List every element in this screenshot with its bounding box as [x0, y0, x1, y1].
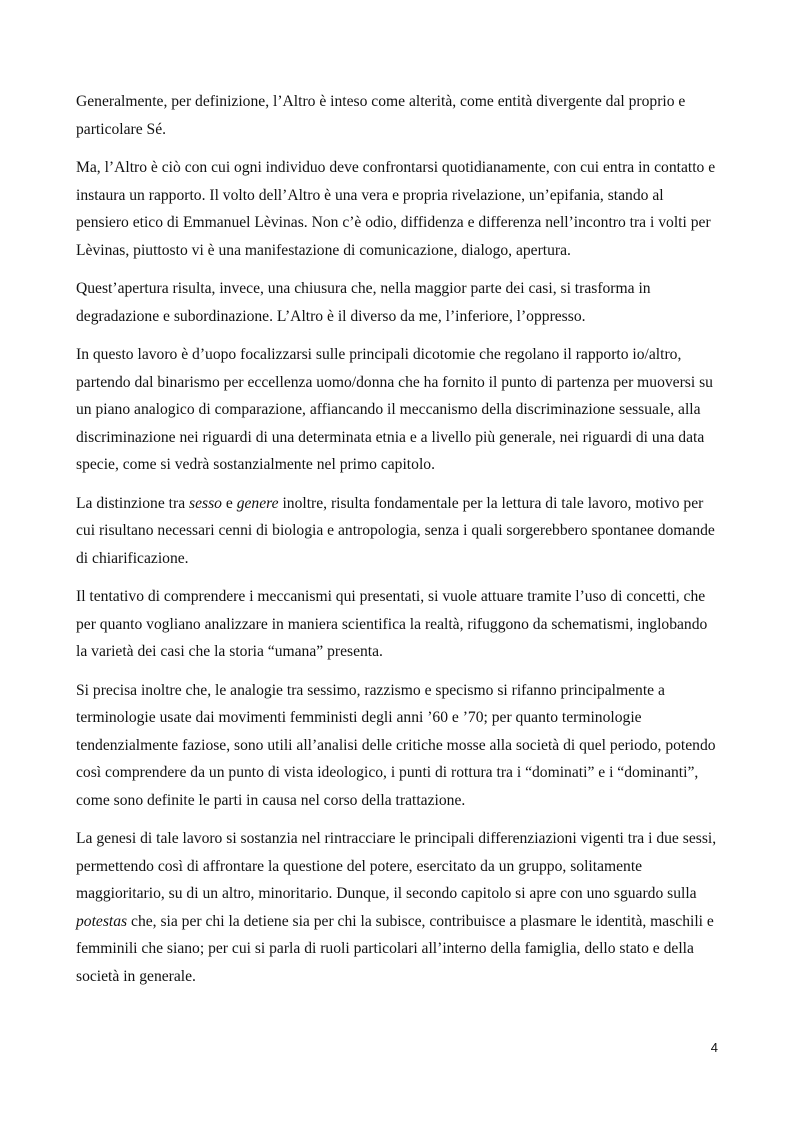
paragraph-5-text-c: inoltre, risulta fondamentale per la lettura di tale lavoro, motivo per cui risultano necessari cenni di biologia e antropologia, senza i quali sorgerebbero spontanee domande di chiarificazione.: [76, 494, 715, 567]
paragraph-8-text-b: che, sia per chi la detiene sia per chi la subisce, contribuisce a plasmare le identità, maschili e femminili che siano; per cui si parla di ruoli particolari all’interno della famiglia, dello stato e della società in generale.: [76, 912, 714, 985]
paragraph-5-text-b: e: [221, 494, 237, 512]
paragraph-5-italic-sesso: sesso: [189, 494, 222, 512]
paragraph-7: Si precisa inoltre che, le analogie tra sessimo, razzismo e specismo si rifanno principalmente a terminologie usate dai movimenti femministi degli anni ’60 e ’70; per quanto terminologie tendenzialmente faziose, sono utili all’analisi delle critiche mosse alla società di quel periodo, potendo così comprendere da un punto di vista ideologico, i punti di rottura tra i “dominati” e i “dominanti”, come sono definite le parti in causa nel corso della trattazione.: [76, 681, 716, 809]
paragraph-2: Ma, l’Altro è ciò con cui ogni individuo deve confrontarsi quotidianamente, con cui entra in contatto e instaura un rapporto. Il volto dell’Altro è una vera e propria rivelazione, un’epifania, stando al pensiero etico di Emmanuel Lèvinas. Non c’è odio, diffidenza e differenza nell’incontro tra i volti per Lèvinas, piuttosto vi è una manifestazione di comunicazione, dialogo, apertura.: [76, 159, 716, 259]
paragraph-5-text-a: La distinzione tra: [76, 494, 190, 512]
paragraph-8: [76, 825, 718, 990]
paragraph-6: Il tentativo di comprendere i meccanismi qui presentati, si vuole attuare tramite l’uso di concetti, che per quanto vogliano analizzare in maniera scientifica la realtà, rifuggono da schematismi, inglobando la varietà dei casi che la storia “umana” presenta.: [76, 588, 708, 660]
paragraph-5: [76, 490, 718, 573]
paragraph-8-italic-potestas: potestas: [76, 912, 128, 930]
paragraph-1: Generalmente, per definizione, l’Altro è inteso come alterità, come entità divergente dal proprio e particolare Sé.: [76, 93, 686, 138]
paragraph-8-text-a: La genesi di tale lavoro si sostanzia nel rintracciare le principali differenziazioni vigenti tra i due sessi, permettendo così di affrontare la questione del potere, esercitato da un gruppo, solitamente maggioritario, su di un altro, minoritario. Dunque, il secondo capitolo si apre con uno sguardo sulla: [76, 830, 717, 902]
paragraph-3: Quest’apertura risulta, invece, una chiusura che, nella maggior parte dei casi, si trasforma in degradazione e subordinazione. L’Altro è il diverso da me, l’inferiore, l’oppresso.: [76, 280, 651, 325]
page-number: 4: [710, 1040, 718, 1055]
paragraph-4: In questo lavoro è d’uopo focalizzarsi sulle principali dicotomie che regolano il rapporto io/altro, partendo dal binarismo per eccellenza uomo/donna che ha fornito il punto di partenza per muoversi su un piano analogico di comparazione, affiancando il meccanismo della discriminazione sessuale, alla discriminazione nei riguardi di una determinata etnia e a livello più generale, nei riguardi di una data specie, come si vedrà sostanzialmente nel primo capitolo.: [76, 346, 713, 473]
document-body: [76, 88, 718, 1001]
paragraph-5-italic-genere: genere: [236, 494, 279, 512]
